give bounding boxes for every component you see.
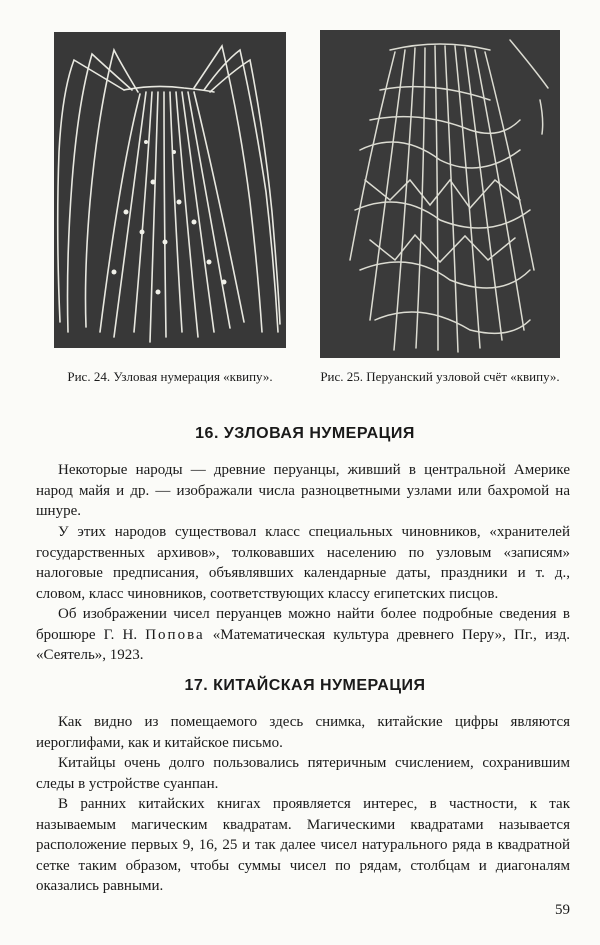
figure-24-photo (54, 32, 286, 348)
figure-25-caption: Рис. 25. Перуанский узловой счёт «квипу». (320, 369, 560, 384)
section-17-paragraph-2: Китайцы очень долго пользовались пятеричным счислением, сохранившим следы в устройстве суанпан. (36, 755, 570, 792)
peruvian-quipu-image (320, 30, 560, 358)
section-17-paragraph-1: Как видно из помещаемого здесь снимка, китайские цифры являются иероглифами, как и китайское письмо. (36, 714, 570, 751)
quipu-image (54, 32, 286, 348)
page-number: 59 (555, 902, 570, 918)
figure-24-caption: Рис. 24. Узловая нумерация «квипу». (67, 369, 273, 384)
section-16-heading: 16. УЗЛОВАЯ НУМЕРАЦИЯ (195, 425, 415, 442)
section-16-paragraph-3 (36, 604, 570, 666)
section-16-paragraph-1: Некоторые народы — древние перуанцы, живший в центральной Америке народ майя и др. — изображали числа разноцветными узлами или бахромой на шнуре. (36, 462, 570, 519)
paragraph-3-tail: «Математическая культура древнего Перу», Пг., изд. «Сеятель», 1923. (36, 626, 571, 663)
section-16-paragraph-2: У этих народов существовал класс специальных чиновников, «хранителей государственных архивов», толковавших населению по узловым «записям» налоговые предписания, объявлявших календарные даты, праздники и т. д., словом, класс чиновников, соответствующих классу египетских писцов. (36, 524, 570, 602)
figure-25-photo (320, 30, 560, 358)
section-17-heading: 17. КИТАЙСКАЯ НУМЕРАЦИЯ (184, 677, 426, 694)
section-17-paragraph-3: В ранних китайских книгах проявляется интерес, в частности, к так называемым магическим квадратам. Магическими квадратами называется расположение первых 9, 16, 25 и так далее чисел натурального ряда в квадратной сетке таким образом, чтобы суммы чисел по рядам, столбцам и диагоналям оказались равными. (36, 796, 570, 894)
paragraph-3-lead: Об изображении чисел перуанцев можно найти более подробные сведения в брошюре Г. Н. (36, 606, 570, 643)
author-name: Попова (145, 626, 205, 643)
